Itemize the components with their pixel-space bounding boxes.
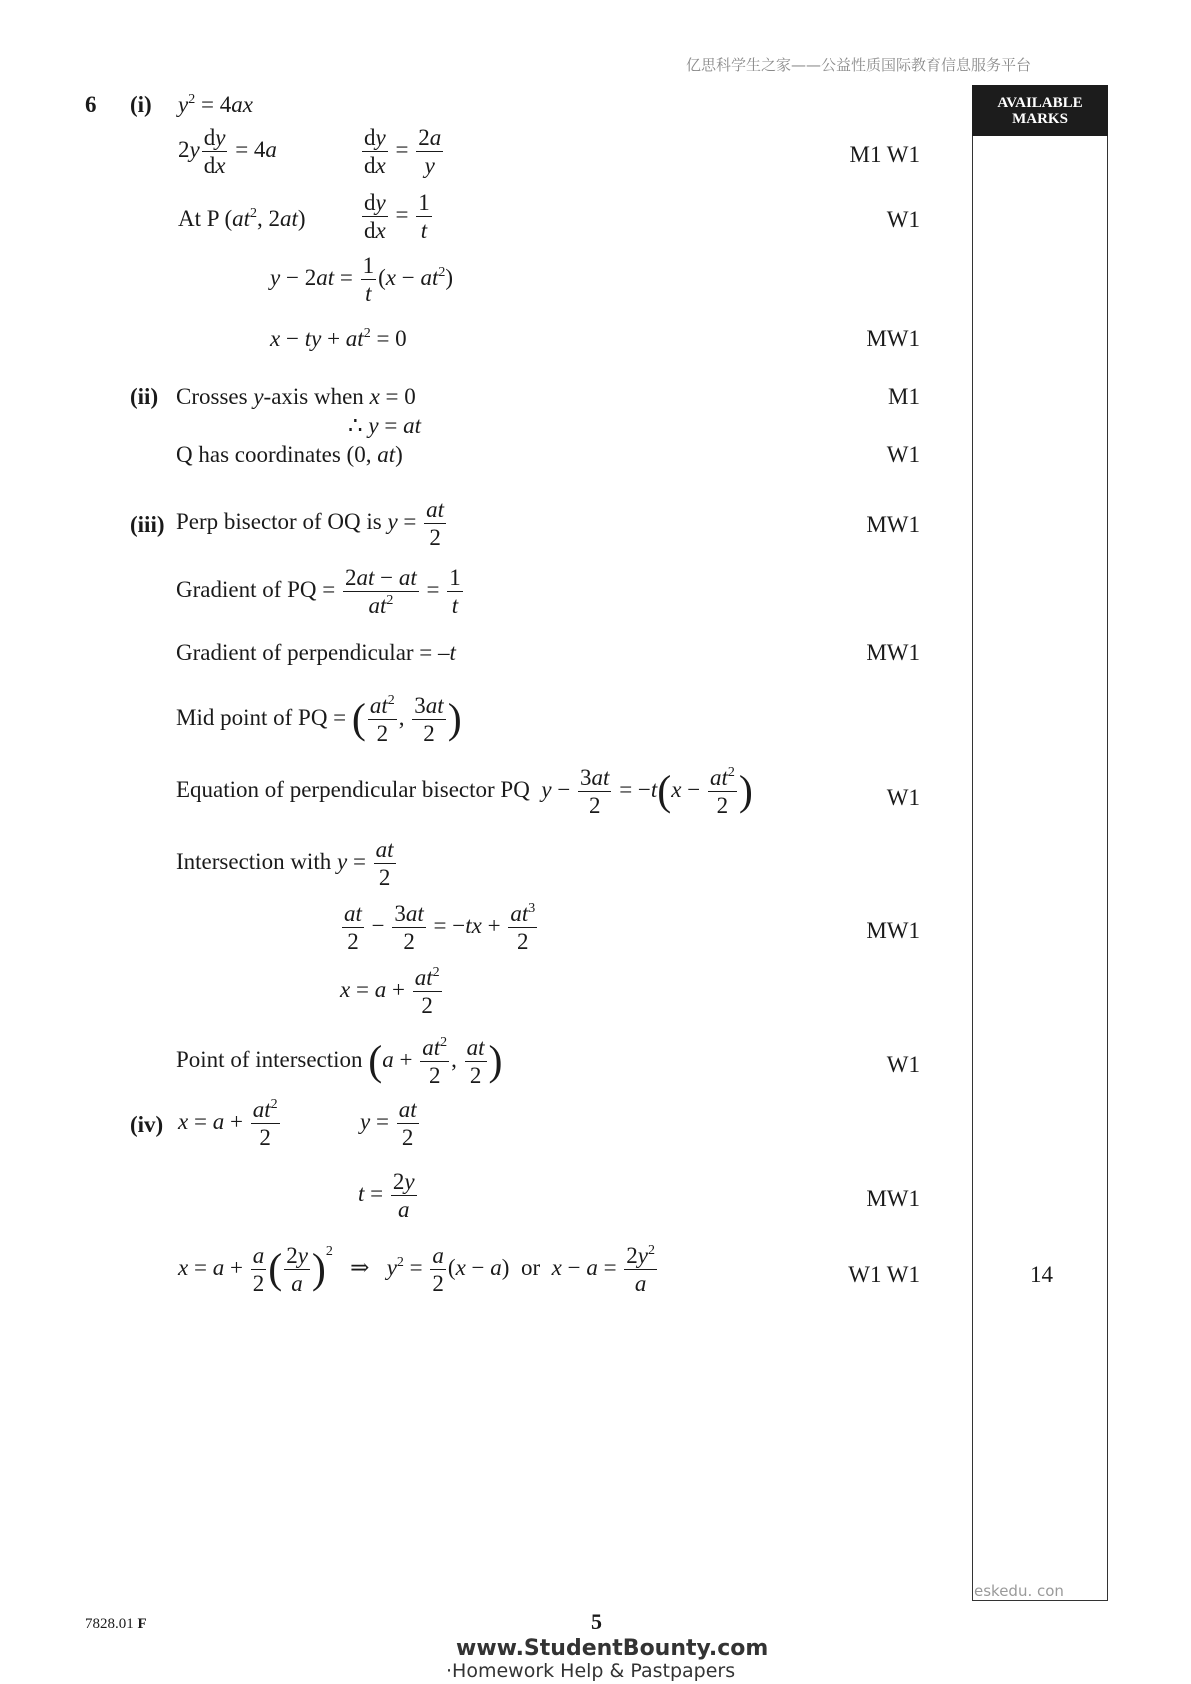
equation-tangent-line: y − 2at = $\frac{1}{t}$ $(x - at^2)$ [270,253,454,306]
total-marks: 14 [1030,1262,1053,1287]
point-of-intersection-text: Point of intersection [176,1046,363,1072]
locus-x-equation: x = a + $\frac{at^2}{2}$ [178,1097,278,1150]
t-in-terms-of-y: t = $\frac{2y}{a}$ [358,1169,415,1222]
intersection-equation-line: $\frac{at}{2}$ − $\frac{3at}{2}$ = −tx + $\frac{at^3}{2}$ [344,901,536,954]
available-marks-label-2: MARKS [1012,110,1068,127]
mid-point-pq-line: Mid point of PQ = ( $\frac{at^2}{2}$ , $\frac{3at}{2}$ ) [176,693,462,746]
perp-bisector-equation-line: Equation of perpendicular bisector PQ y − $\frac{3at}{2}$ = −t(x − $\frac{at^2}{2}$ ) [176,765,753,818]
equation-gradient-general: $\frac{dy}{dx}$ = $\frac{2a}{y}$ [364,125,442,178]
q-coordinates-line: Q has coordinates (0, at) [176,442,403,467]
or-text: or [520,1254,541,1280]
equation-tangent-result: x − ty + $at^2 = 0$ [270,326,407,351]
part-label-ii: (ii) [130,384,159,409]
equation-curve: $y^2 = 4ax$ [178,92,253,117]
intersection-with-line: Intersection with y = $\frac{at}{2}$ [176,837,394,890]
eq-perp-bisector-text: Equation of perpendicular bisector PQ [176,776,530,802]
available-marks-header [972,85,1108,136]
equation-gradient-at-p: $\frac{dy}{dx}$ = $\frac{1}{t}$ [364,190,430,243]
gradient-perp-text: Gradient of perpendicular = – [176,640,450,665]
studentbounty-logo-line2: ·Homework Help & Pastpapers [446,1660,736,1682]
crosses-text: Crosses [176,384,248,409]
paper-code: 7828.01 [85,1616,134,1632]
intersection-with-text: Intersection with [176,848,332,874]
mark-5: W1 [886,442,920,467]
mark-3: MW1 [866,326,920,351]
mark-8: W1 [886,785,920,810]
part-label-iii: (iii) [130,512,165,537]
point-of-intersection-line: Point of intersection (a + $\frac{at^2}{2}$ , $\frac{at}{2}$ ) [176,1035,503,1088]
gradient-perpendicular-line: Gradient of perpendicular = –t [176,640,456,665]
therefore-line: ∴ y = at [348,413,421,438]
point-p-label: At P ($at^2$, 2at) [178,206,306,231]
mark-12: W1 W1 [848,1262,920,1287]
q-coords-text: Q has coordinates (0, [176,442,372,467]
part-label-iv: (iv) [130,1112,164,1137]
crosses-y-axis-line: Crosses y-axis when x = 0 [176,384,416,409]
site-header-text: 亿思科学生之家——公益性质国际教育信息服务平台 [686,56,1032,74]
question-number: 6 [85,92,97,117]
mark-4: M1 [888,384,920,409]
perp-bisector-oq-line: Perp bisector of OQ is y = $\frac{at}{2}$ [176,497,445,550]
mark-6: MW1 [866,512,920,537]
therefore-symbol: ∴ [348,413,363,438]
locus-final-line: x = a + $\frac{a}{2}$ ( $\frac{2y}{a}$ )$^2$ ⇒ $y^2$ = $\frac{a}{2}$ (x − a) or x − a = $\frac{2y^2}{a}$ [178,1243,656,1296]
watermark-text: eskedu. con [974,1582,1064,1600]
mark-11: MW1 [866,1186,920,1211]
locus-y-equation: y = $\frac{at}{2}$ [360,1097,417,1150]
paper-code-suffix: F [137,1616,147,1632]
part-label-i: (i) [130,92,152,117]
mark-7: MW1 [866,640,920,665]
at-p-text: At P [178,206,219,231]
available-marks-column [972,85,1108,1601]
x-solution-line: x = a + $\frac{at^2}{2}$ [340,965,440,1018]
page-number: 5 [591,1609,602,1634]
gradient-pq-text: Gradient of PQ = [176,576,336,602]
y-axis-when-text: -axis when [263,384,364,409]
gradient-pq-line: Gradient of PQ = $\frac{2at - at}{at^2}$ = $\frac{1}{t}$ [176,565,461,618]
perp-bisector-oq-text: Perp bisector of OQ is [176,508,382,534]
mid-point-pq-text: Mid point of PQ = [176,704,347,730]
mark-10: W1 [886,1052,920,1077]
studentbounty-logo-line1: www.StudentBounty.com [456,1636,769,1661]
footer-paper-code [85,1616,147,1633]
mark-9: MW1 [866,918,920,943]
mark-1: M1 W1 [849,142,920,167]
available-marks-label-1: AVAILABLE [997,94,1083,111]
mark-2: W1 [886,207,920,232]
equation-implicit-derivative: 2y $\frac{dy}{dx}$ = 4a [178,125,277,178]
